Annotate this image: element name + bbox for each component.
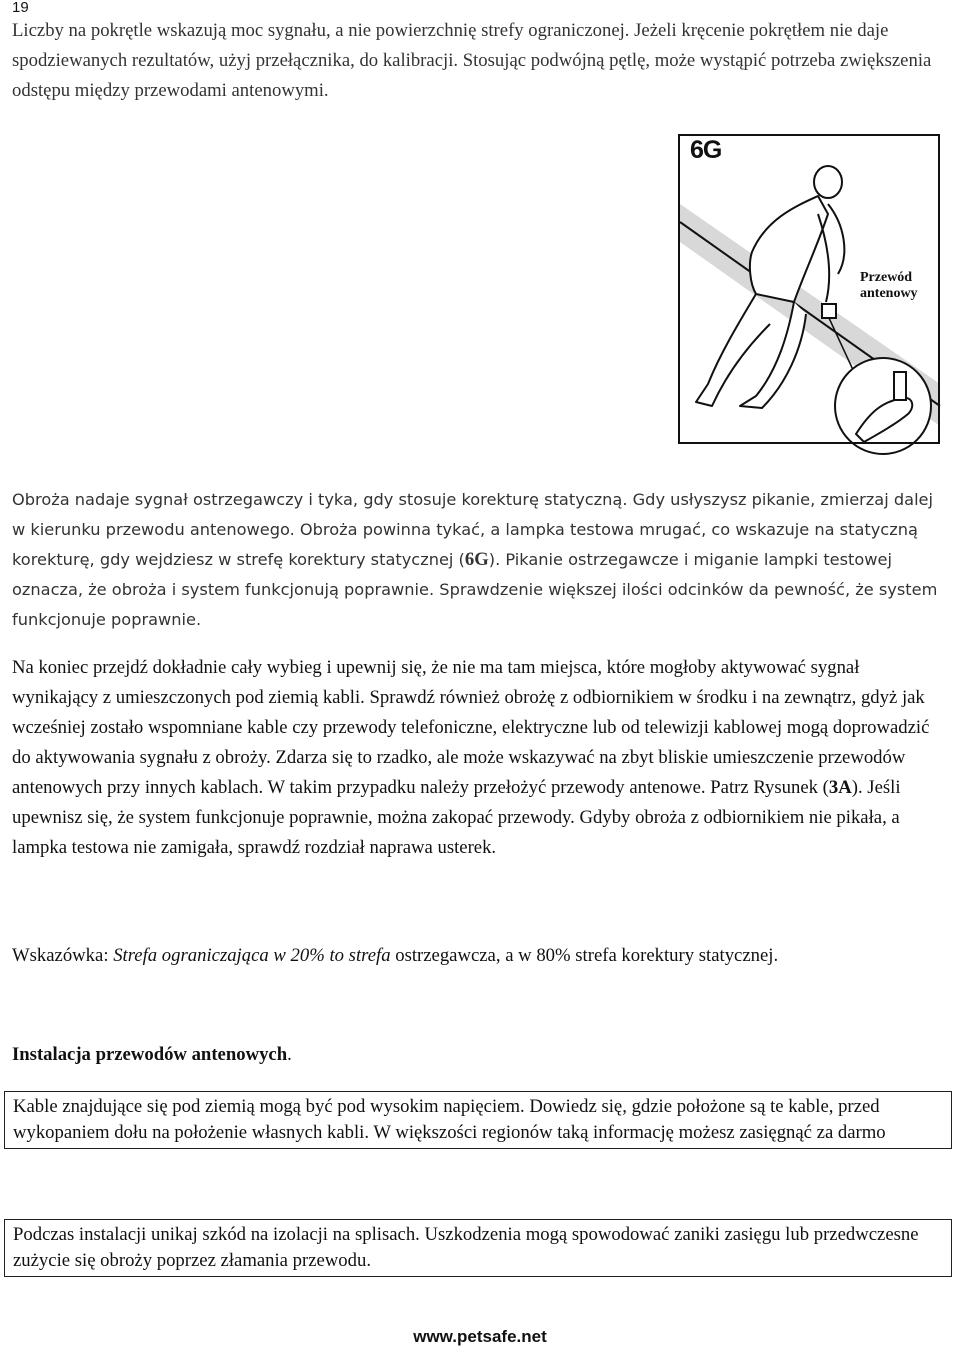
hint-prefix: Wskazówka: (12, 945, 114, 966)
warning-box-underground-cables: Kable znajdujące się pod ziemią mogą być pod wysokim napięciem. Dowiedz się, gdzie położone są te kable, przed wykopaniem dołu na położenie własnych kabli. W większości regionów taką informację możesz zasięgnąć za darmo (4, 1091, 952, 1149)
static-correction-paragraph (12, 485, 948, 635)
figure-label: 6G (690, 136, 722, 164)
warning-box-splices: Podczas instalacji unikaj szkód na izolacji na splisach. Uszkodzenia mogą spowodować zaniki zasięgu lub przedwczesne zużycie się obroży poprzez złamania przewodu. (4, 1219, 952, 1277)
figure-6g (678, 134, 946, 464)
section-title (12, 1040, 292, 1070)
hint-paragraph (12, 941, 948, 971)
section-title-period: . (287, 1044, 292, 1065)
final-check-paragraph (12, 653, 948, 863)
static-correction-text-1: Obroża nadaje sygnał ostrzegawczy i tyka, gdy stosuje korekturę statyczną. Gdy usłyszysz pikanie, zmierzaj dalej w kierunku przewodu antenowego. Obroża powinna tykać, a lampka testowa mrugać, co wskazuje na statyczną korekturę, gdy wejdziesz w strefę korektury statycznej ( (12, 490, 934, 569)
antenna-wire-label-line-1: Przewód (860, 270, 913, 285)
antenna-wire-label (858, 270, 920, 302)
footer-url: www.petsafe.net (413, 1327, 547, 1346)
hint-italic: Strefa ograniczająca w 20% to strefa (113, 945, 391, 966)
hint-suffix: ostrzegawcza, a w 80% strefa korektury statycznej. (390, 945, 779, 966)
intro-paragraph: Liczby na pokrętle wskazują moc sygnału, a nie powierzchnię strefy ograniczonej. Jeżeli kręcenie pokrętłem nie daje spodziewanych rezultatów, użyj przełącznika, do kalibracji. Stosując podwójną pętlę, może wystąpić potrzeba zwiększenia odstępu między przewodami antenowymi. (12, 20, 932, 101)
final-check-text-1: Na koniec przejdź dokładnie cały wybieg i upewnij się, że nie ma tam miejsca, które mogłoby aktywować sygnał wynikający z umieszczonych pod ziemią kabli. Sprawdź również obrożę z odbiornikiem w środku i na zewnątrz, gdyż jak wcześniej zostało wspomniane kable czy przewody telefoniczne, elektryczne lub od telewizji kablowej mogą doprowadzić do aktywowania sygnału z obroży. Zdarza się to rzadko, ale może wskazywać na zbyt bliskie umieszczenie przewodów antenowych przy innych kablach. W takim przypadku należy przełożyć przewody antenowe. Patrz Rysunek ( (12, 657, 930, 798)
antenna-wire-label-line-2: antenowy (860, 286, 918, 301)
final-check-text-2: ). Jeśli upewnisz się, że system funkcjonuje poprawnie, można zakopać przewody. Gdyby obroża z odbiornikiem nie pikała, a lampka testowa nie zamigała, sprawdź rozdział naprawa usterek. (12, 777, 901, 858)
page-number: 19 (12, 0, 29, 16)
section-title-text: Instalacja przewodów antenowych (12, 1044, 288, 1065)
static-correction-text-2: ). Pikanie ostrzegawcze i miganie lampki testowej oznacza, że obroża i system funkcjonują poprawnie. Sprawdzenie większej ilości odcinków da pewność, że system funkcjonuje poprawnie. (12, 550, 938, 629)
figure-ref-3a: 3A (828, 777, 852, 798)
figure-ref-6g: 6G (464, 549, 489, 570)
